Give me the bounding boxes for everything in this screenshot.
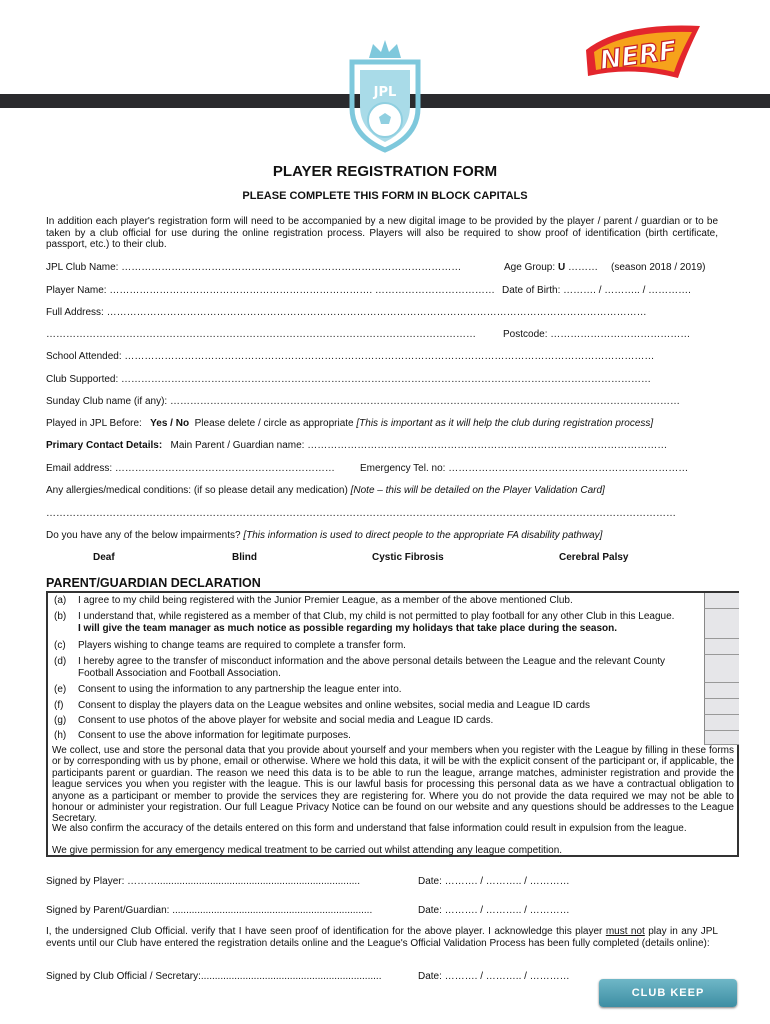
allergies-row[interactable] (46, 485, 605, 497)
declaration-checkbox-c[interactable] (704, 639, 739, 655)
svg-text:JPL: JPL (373, 85, 397, 100)
guardian-signature-field[interactable]: Signed by Parent/Guardian: ........................................................................ (46, 905, 373, 916)
impairment-cystic-fibrosis[interactable]: Cystic Fibrosis (372, 552, 444, 563)
postcode-field[interactable]: Postcode: …………………………………… (503, 329, 691, 340)
official-signature-date[interactable]: Date: ………. / ……….. / ………… (418, 971, 570, 982)
club-name-field[interactable]: JPL Club Name: ………………………………………………………………………………………… (46, 262, 462, 273)
impairments-row (46, 530, 602, 542)
yes-no-option[interactable]: Yes / No (150, 418, 190, 429)
medical-permission: We give permission for any emergency medical treatment to be carried out whilst attending any league competition. (52, 845, 563, 856)
school-field[interactable]: School Attended: …………………………………………………………………………………………………………………………………………… (46, 351, 655, 362)
club-supported-field[interactable]: Club Supported: …………………………………………………………………………………………………………………………………………… (46, 374, 652, 385)
intro-paragraph: In addition each player's registration form will need to be accompanied by a new digital image to be provided by the player / parent / guardian or to be taken by a club official for use during the online registration process. Players will also be required to show proof of identification (birth certificate, passport, etc.) to their club. (46, 216, 718, 251)
primary-contact-row[interactable] (46, 440, 667, 452)
declaration-checkbox-a[interactable] (704, 593, 739, 609)
season-label: (season 2018 / 2019) (611, 262, 706, 273)
svg-text:NERF: NERF (597, 35, 679, 77)
player-signature-date[interactable]: Date: ………. / ……….. / ………… (418, 876, 570, 887)
age-group-value: U (557, 262, 566, 273)
age-group-field[interactable] (504, 262, 598, 274)
played-before-note: [This is important as it will help the club during registration process] (356, 418, 654, 429)
form-title: PLAYER REGISTRATION FORM (272, 163, 498, 180)
declaration-checkbox-b[interactable] (704, 609, 739, 639)
allergies-line-2[interactable]: ……………………………………………………………………………………………………………………………………………………………………… (46, 508, 676, 519)
declaration-heading: PARENT/GUARDIAN DECLARATION (46, 576, 261, 590)
played-before-instruction: Please delete / circle as appropriate (194, 418, 354, 429)
declaration-checkbox-f[interactable] (704, 699, 739, 715)
form-subtitle: PLEASE COMPLETE THIS FORM IN BLOCK CAPITALS (242, 190, 528, 202)
allergies-note: [Note – this will be detailed on the Player Validation Card] (350, 485, 605, 496)
declaration-box: (a) I agree to my child being registered with the Junior Premier League, as a member of the above mentioned Club. (b) I understand that, while registered as a member of that Club, my child is not permitted to play football for any other Club in this League. I will give the team manager as much notice as possible regarding my holidays that take place during the season. (c) Players wishing to change teams are required to complete a transfer form. (d) I hereby agree to the transfer of misconduct information and the above personal details between the League and the relevant County Football Association and Football Association. (e) Consent to using the information to any partnership the league enter into. (f) Consent to display the players data on the League websites and online websites, social media and League ID cards (g) Consent to use photos of the above player for website and social media and League ID cards. (h) Consent to use the above information for legitimate purposes. We collect, use and store the personal data that you provide about yourself and your members when you register with the League by filling in these forms or by corresponding with us by phone, email or otherwise. Where we hold this data, it will be with the explicit consent of the participant or, if applicable, the participants parent or guardian. The reason we need this data is to be able to run the league, arrange matches, administer registration and provide the league services you when you register with the league. This is our lawful basis for processing this personal data as we have a contractual obligation to anyone as a participant or member to provide the services they are registering for. Where you do not provide the data required we may not be able to honour or administer your registration. Our full League Privacy Notice can be found on our website and any questions should be addresses to the League Secretary. We also confirm the accuracy of the details entered on this form and understand that false information could result in expulsion from the league. We give permission for any emergency medical treatment to be carried out whilst attending any league competition. (46, 591, 739, 857)
impairment-blind[interactable]: Blind (232, 552, 257, 563)
primary-contact-label: Primary Contact Details: (46, 440, 163, 451)
age-group-label: Age Group: (504, 262, 556, 273)
primary-contact-field[interactable]: Main Parent / Guardian name: ……………………………………………………………………………………………… (170, 440, 668, 451)
impairments-note: [This information is used to direct people to the appropriate FA disability pathway] (243, 530, 603, 541)
full-address-field[interactable]: Full Address: ……………………………………………………………………………………………………………………………………………… (46, 307, 647, 318)
impairments-label: Do you have any of the below impairments? (46, 530, 241, 541)
declaration-checkbox-h[interactable] (704, 731, 739, 745)
dob-field[interactable]: Date of Birth: ………. / ……….. / …………. (502, 285, 691, 296)
email-field[interactable]: Email address: ………………………………………………………… (46, 463, 335, 474)
club-keep-label: CLUB KEEP (599, 979, 737, 1007)
declaration-checkbox-d[interactable] (704, 655, 739, 683)
privacy-notice: We collect, use and store the personal data that you provide about yourself and your members when you register with the League by filling in these forms or by corresponding with us by phone, email or otherwise. Where we hold this data, it will be with the explicit consent of the participant or, if applicable, the participants parent or guardian. The reason we need this data is to be able to run the league, arrange matches, administer registration and provide the league services you when you register with the league. This is our lawful basis for processing this personal data as we have a contractual obligation to anyone as a participant or member to provide the services they are registering for. Where you do not provide the data required we may not be able to honour or administer your registration. Our full League Privacy Notice can be found on our website and any questions should be addresses to the League Secretary. (52, 745, 734, 825)
sunday-club-field[interactable]: Sunday Club name (if any): ……………………………………………………………………………………………………………………………………… (46, 396, 680, 407)
declaration-checkbox-e[interactable] (704, 683, 739, 699)
allergies-label: Any allergies/medical conditions: (if so please detail any medication) (46, 485, 348, 496)
accuracy-confirmation: We also confirm the accuracy of the details entered on this form and understand that false information could result in expulsion from the league. (52, 823, 687, 834)
player-signature-field[interactable]: Signed by Player: ………......................................................................... (46, 876, 360, 887)
emergency-tel-field[interactable]: Emergency Tel. no: ……………………………………………………………… (360, 463, 689, 474)
guardian-signature-date[interactable]: Date: ………. / ……….. / ………… (418, 905, 570, 916)
impairment-deaf[interactable]: Deaf (93, 552, 115, 563)
nerf-logo (582, 20, 706, 82)
jpl-logo (340, 36, 430, 154)
impairment-cerebral-palsy[interactable]: Cerebral Palsy (559, 552, 629, 563)
played-before-label: Played in JPL Before: (46, 418, 142, 429)
official-statement: I, the undersigned Club Official. verify that I have seen proof of identification for the above player. I acknowledge this player must not play in any JPL events until our Club have entered the registration details online and the League's Official Validation Process has been fully completed (details online): (46, 926, 718, 949)
official-signature-field[interactable]: Signed by Club Official / Secretary:................................................................. (46, 971, 382, 982)
played-before-row (46, 418, 653, 430)
declaration-checkbox-g[interactable] (704, 715, 739, 731)
age-group-dots: ……… (567, 262, 598, 273)
address-line-2[interactable]: ………………………………………………………………………………………………………………… (46, 329, 476, 340)
player-name-field[interactable]: Player Name: ……………………………………………………………………. ……………………………… (46, 285, 495, 296)
